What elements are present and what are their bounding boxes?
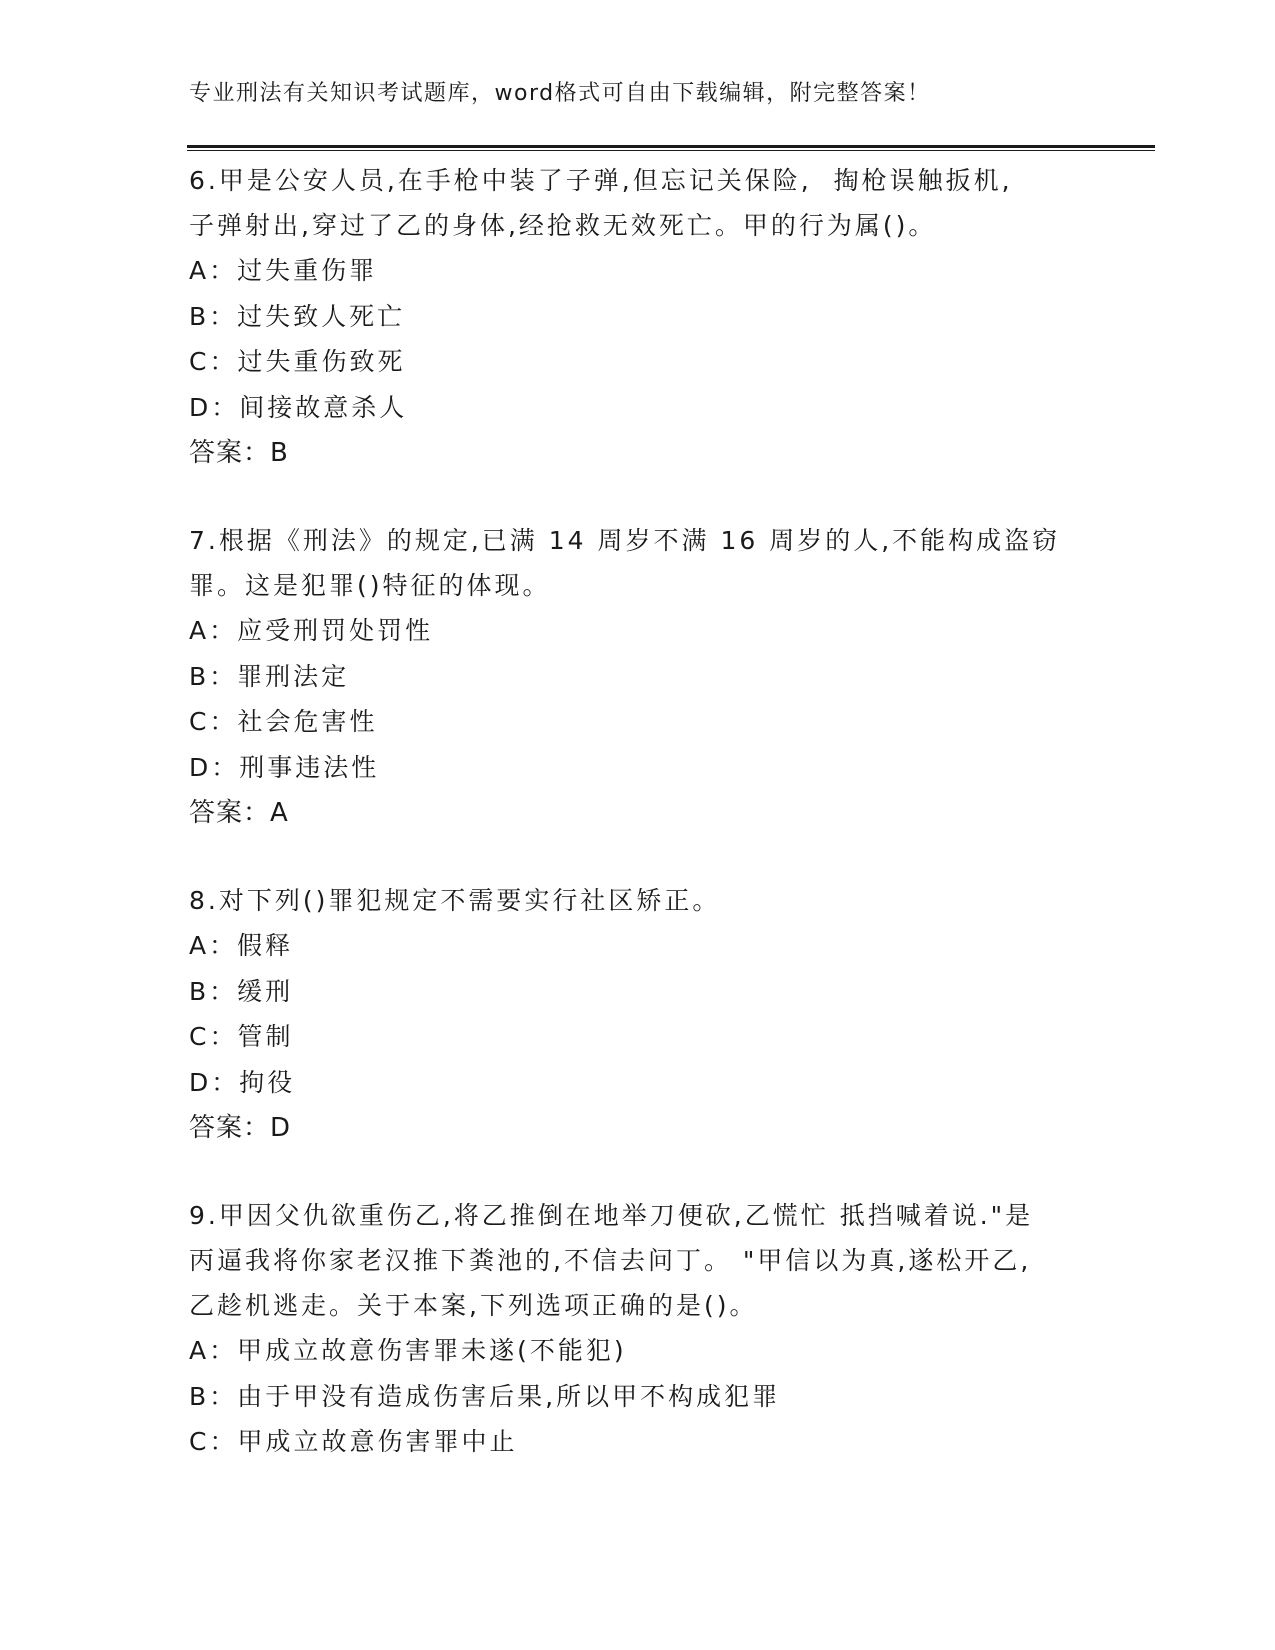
question-stem-line: 子弹射出,穿过了乙的身体,经抢救无效死亡。甲的行为属()。 <box>189 211 937 240</box>
question-9 <box>189 1193 1089 1465</box>
header-divider-thin <box>187 150 1155 151</box>
option-b: B：缓刑 <box>189 976 294 1006</box>
question-stem-line: 乙趁机逃走。关于本案,下列选项正确的是()。 <box>189 1291 758 1320</box>
header-divider-thick <box>187 145 1155 148</box>
page-header: 专业刑法有关知识考试题库，word格式可自由下载编辑，附完整答案！ <box>189 81 931 106</box>
question-stem-line: 罪。这是犯罪()特征的体现。 <box>189 571 551 600</box>
question-stem-line: 6.甲是公安人员,在手枪中装了子弹,但忘记关保险, 掏枪误触扳机, <box>189 166 1013 195</box>
option-d: D：拘役 <box>189 1067 296 1097</box>
answer-line: 答案：D <box>189 1113 292 1143</box>
question-8 <box>189 878 1089 1151</box>
option-c: C：管制 <box>189 1022 294 1051</box>
option-b: B：过失致人死亡 <box>189 301 406 331</box>
answer-line: 答案：B <box>189 438 289 468</box>
option-c: C：过失重伤致死 <box>189 347 406 376</box>
option-b: B：罪刑法定 <box>189 661 350 691</box>
option-d: D：间接故意杀人 <box>189 392 408 422</box>
answer-line: 答案：A <box>189 798 289 828</box>
question-list <box>189 158 1089 1507</box>
question-stem-line: 9.甲因父仇欲重伤乙,将乙推倒在地举刀便砍,乙慌忙 抵挡喊着说."是 <box>189 1201 1034 1230</box>
question-7 <box>189 518 1089 836</box>
question-stem-line: 8.对下列()罪犯规定不需要实行社区矫正。 <box>189 886 721 915</box>
option-a: A：应受刑罚处罚性 <box>189 616 434 645</box>
option-c: C：甲成立故意伤害罪中止 <box>189 1427 518 1456</box>
option-d: D：刑事违法性 <box>189 752 380 782</box>
option-a: A：甲成立故意伤害罪未遂(不能犯) <box>189 1336 627 1365</box>
option-c: C：社会危害性 <box>189 707 378 736</box>
question-stem-line: 丙逼我将你家老汉推下粪池的,不信去问丁。 "甲信以为真,遂松开乙, <box>189 1246 1032 1275</box>
question-stem-line: 7.根据《刑法》的规定,已满 14 周岁不满 16 周岁的人,不能构成盗窃 <box>189 526 1061 555</box>
option-a: A：过失重伤罪 <box>189 256 378 285</box>
question-6 <box>189 158 1089 476</box>
option-a: A：假释 <box>189 931 294 960</box>
option-b: B：由于甲没有造成伤害后果,所以甲不构成犯罪 <box>189 1381 781 1411</box>
